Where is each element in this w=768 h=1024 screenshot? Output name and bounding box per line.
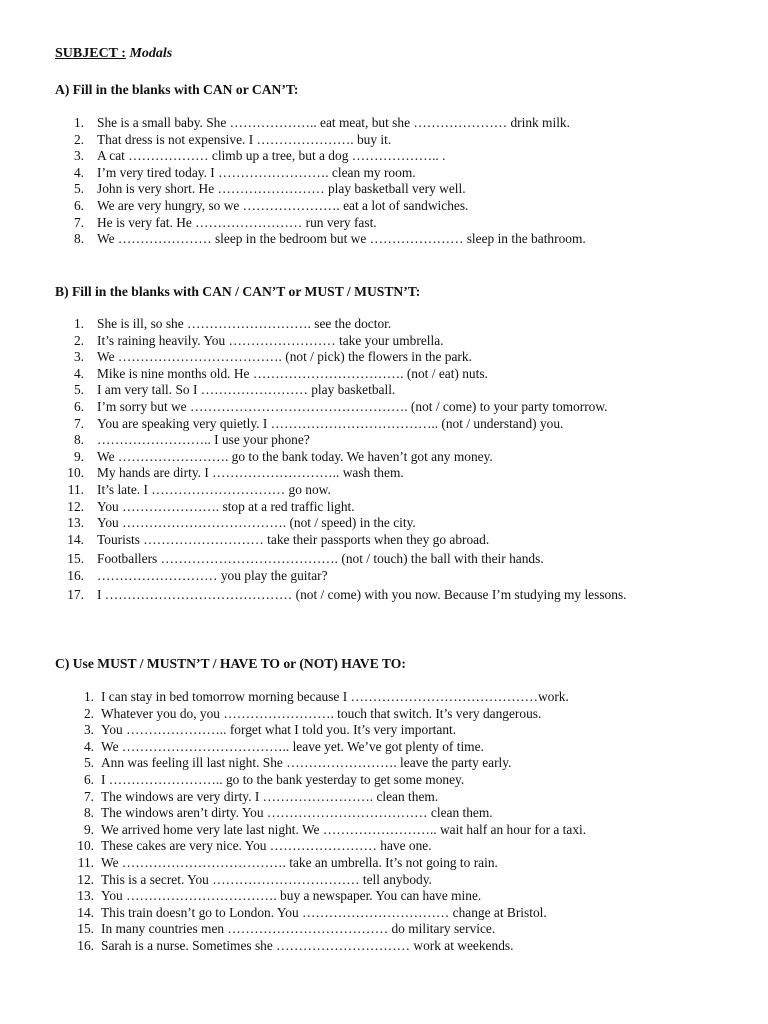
subject-value: Modals: [129, 46, 173, 61]
item-number: 4.: [73, 365, 84, 381]
item-text: A cat ……………… climb up a tree, but a dog ……………….. .: [97, 148, 446, 164]
item-text: ……………………… you play the guitar?: [97, 567, 328, 583]
exercise-item: [0, 132, 768, 149]
exercise-item: [0, 587, 768, 604]
item-text: She is ill, so she ………………………. see the doctor.: [97, 316, 392, 331]
exercise-item: [0, 399, 768, 416]
item-text: You ……………………………. buy a newspaper. You can have mine.: [101, 888, 482, 904]
item-text: That dress is not expensive. I …………………. buy it.: [97, 131, 392, 147]
item-text: …………………….. I use your phone?: [97, 432, 310, 448]
item-number: 15.: [67, 551, 84, 567]
exercise-item: [0, 499, 768, 516]
item-number: 7.: [83, 788, 94, 804]
exercise-item: [0, 198, 768, 215]
item-number: 1.: [73, 316, 84, 331]
exercise-item: [0, 872, 768, 889]
exercise-item: [0, 482, 768, 499]
item-text: She is a small baby. She ……………….. eat meat, but she ………………… drink milk.: [97, 115, 570, 130]
section-b-heading: B) Fill in the blanks with CAN / CAN’T or MUST / MUSTN’T:: [55, 284, 421, 299]
exercise-item: [0, 755, 768, 772]
item-number: 16.: [67, 567, 84, 583]
exercise-item: [0, 739, 768, 756]
exercise-item: [0, 515, 768, 532]
item-number: 14.: [67, 531, 84, 547]
section-c-heading: C) Use MUST / MUSTN’T / HAVE TO or (NOT) HAVE TO:: [55, 656, 406, 671]
exercise-item: [0, 181, 768, 198]
exercise-item: [0, 921, 768, 938]
item-number: 15.: [77, 921, 94, 937]
item-text: I can stay in bed tomorrow morning because I ……………………………………work.: [101, 689, 569, 704]
item-text: I’m very tired today. I ……………………. clean my room.: [97, 164, 416, 180]
exercise-item: [0, 382, 768, 399]
item-number: 9.: [83, 821, 94, 837]
item-number: 8.: [73, 231, 84, 247]
item-number: 10.: [67, 465, 84, 481]
exercise-item: [0, 449, 768, 466]
item-text: We ………………………………. (not / pick) the flowers in the park.: [97, 349, 472, 365]
exercise-item: [0, 689, 768, 706]
item-text: You …………………. stop at a red traffic light.: [97, 498, 355, 514]
exercise-item: [0, 465, 768, 482]
item-text: Tourists ……………………… take their passports when they go abroad.: [97, 531, 490, 547]
item-number: 4.: [73, 164, 84, 180]
exercise-item: [0, 349, 768, 366]
item-number: 3.: [73, 349, 84, 365]
item-text: He is very fat. He …………………… run very fast.: [97, 214, 377, 230]
item-number: 4.: [83, 738, 94, 754]
section-c-list: [0, 689, 768, 955]
subject-line: [55, 46, 172, 62]
item-text: The windows are very dirty. I ……………………. clean them.: [101, 788, 439, 804]
exercise-item: [0, 938, 768, 955]
item-number: 1.: [73, 115, 84, 130]
exercise-item: [0, 316, 768, 333]
item-number: 9.: [73, 448, 84, 464]
item-text: Mike is nine months old. He ……………………………. (not / eat) nuts.: [97, 365, 488, 381]
item-text: Ann was feeling ill last night. She ……………………. leave the party early.: [101, 755, 512, 771]
exercise-item: [0, 772, 768, 789]
item-number: 6.: [83, 771, 94, 787]
item-number: 12.: [67, 498, 84, 514]
item-number: 12.: [77, 871, 94, 887]
exercise-item: [0, 855, 768, 872]
exercise-item: [0, 366, 768, 383]
item-number: 11.: [77, 854, 94, 870]
exercise-item: [0, 333, 768, 350]
item-number: 5.: [73, 382, 84, 398]
exercise-item: [0, 432, 768, 449]
item-text: We ……………………. go to the bank today. We haven’t got any money.: [97, 448, 493, 464]
exercise-item: [0, 416, 768, 433]
item-text: You ………………………………. (not / speed) in the city.: [97, 515, 416, 531]
item-number: 6.: [73, 398, 84, 414]
item-text: It’s raining heavily. You …………………… take your umbrella.: [97, 332, 444, 348]
item-number: 1.: [83, 689, 94, 704]
item-text: Sarah is a nurse. Sometimes she ………………………… work at weekends.: [101, 937, 514, 953]
exercise-item: [0, 805, 768, 822]
item-number: 7.: [73, 214, 84, 230]
item-number: 2.: [73, 332, 84, 348]
item-text: We are very hungry, so we …………………. eat a lot of sandwiches.: [97, 197, 469, 213]
item-number: 7.: [73, 415, 84, 431]
item-text: My hands are dirty. I ……………………….. wash them.: [97, 465, 404, 481]
exercise-item: [0, 115, 768, 132]
item-text: It’s late. I ………………………… go now.: [97, 481, 331, 497]
item-text: We ………………… sleep in the bedroom but we ………………… sleep in the bathroom.: [97, 231, 586, 247]
item-number: 2.: [83, 705, 94, 721]
item-text: John is very short. He …………………… play basketball very well.: [97, 181, 466, 197]
section-a-list: [0, 115, 768, 248]
exercise-item: [0, 905, 768, 922]
item-number: 8.: [83, 805, 94, 821]
item-text: The windows aren’t dirty. You ……………………………… clean them.: [101, 805, 493, 821]
section-a-heading: A) Fill in the blanks with CAN or CAN’T:: [55, 82, 299, 97]
item-text: These cakes are very nice. You …………………… have one.: [101, 838, 432, 854]
item-text: This train doesn’t go to London. You …………………………… change at Bristol.: [101, 904, 547, 920]
exercise-item: [0, 165, 768, 182]
item-text: I am very tall. So I …………………… play basketball.: [97, 382, 396, 398]
item-number: 10.: [77, 838, 94, 854]
exercise-item: [0, 706, 768, 723]
exercise-item: [0, 231, 768, 248]
item-text: I …………………………………… (not / come) with you now. Because I’m studying my lessons.: [97, 586, 627, 602]
item-text: Whatever you do, you ……………………. touch that switch. It’s very dangerous.: [101, 705, 542, 721]
item-number: 5.: [73, 181, 84, 197]
item-number: 11.: [67, 481, 84, 497]
item-number: 14.: [77, 904, 94, 920]
item-text: We arrived home very late last night. We …………………….. wait half an hour for a taxi.: [101, 821, 587, 837]
exercise-item: [0, 822, 768, 839]
subject-label: SUBJECT :: [55, 46, 126, 61]
item-number: 3.: [83, 722, 94, 738]
item-number: 2.: [73, 131, 84, 147]
exercise-item: [0, 789, 768, 806]
item-number: 13.: [67, 515, 84, 531]
exercise-item: [0, 148, 768, 165]
item-text: We ………………………………. take an umbrella. It’s not going to rain.: [101, 854, 498, 870]
item-text: I …………………….. go to the bank yesterday to get some money.: [101, 771, 465, 787]
item-text: In many countries men ……………………………… do military service.: [101, 921, 496, 937]
item-text: You are speaking very quietly. I ……………………………….. (not / understand) you.: [97, 415, 564, 431]
exercise-item: [0, 722, 768, 739]
item-text: This is a secret. You …………………………… tell anybody.: [101, 871, 432, 887]
exercise-item: [0, 568, 768, 585]
exercise-item: [0, 215, 768, 232]
exercise-item: [0, 888, 768, 905]
item-text: We ……………………………….. leave yet. We’ve got plenty of time.: [101, 738, 484, 754]
exercise-item: [0, 532, 768, 549]
section-b-list: [0, 316, 768, 603]
item-number: 17.: [67, 586, 84, 602]
exercise-item: [0, 551, 768, 568]
item-number: 8.: [73, 432, 84, 448]
item-number: 16.: [77, 937, 94, 953]
item-text: Footballers …………………………………. (not / touch) the ball with their hands.: [97, 551, 544, 567]
item-number: 3.: [73, 148, 84, 164]
item-text: You ………………….. forget what I told you. It’s very important.: [101, 722, 457, 738]
item-number: 5.: [83, 755, 94, 771]
item-number: 13.: [77, 888, 94, 904]
item-text: I’m sorry but we …………………………………………. (not / come) to your party tomorrow.: [97, 398, 608, 414]
exercise-item: [0, 838, 768, 855]
item-number: 6.: [73, 197, 84, 213]
